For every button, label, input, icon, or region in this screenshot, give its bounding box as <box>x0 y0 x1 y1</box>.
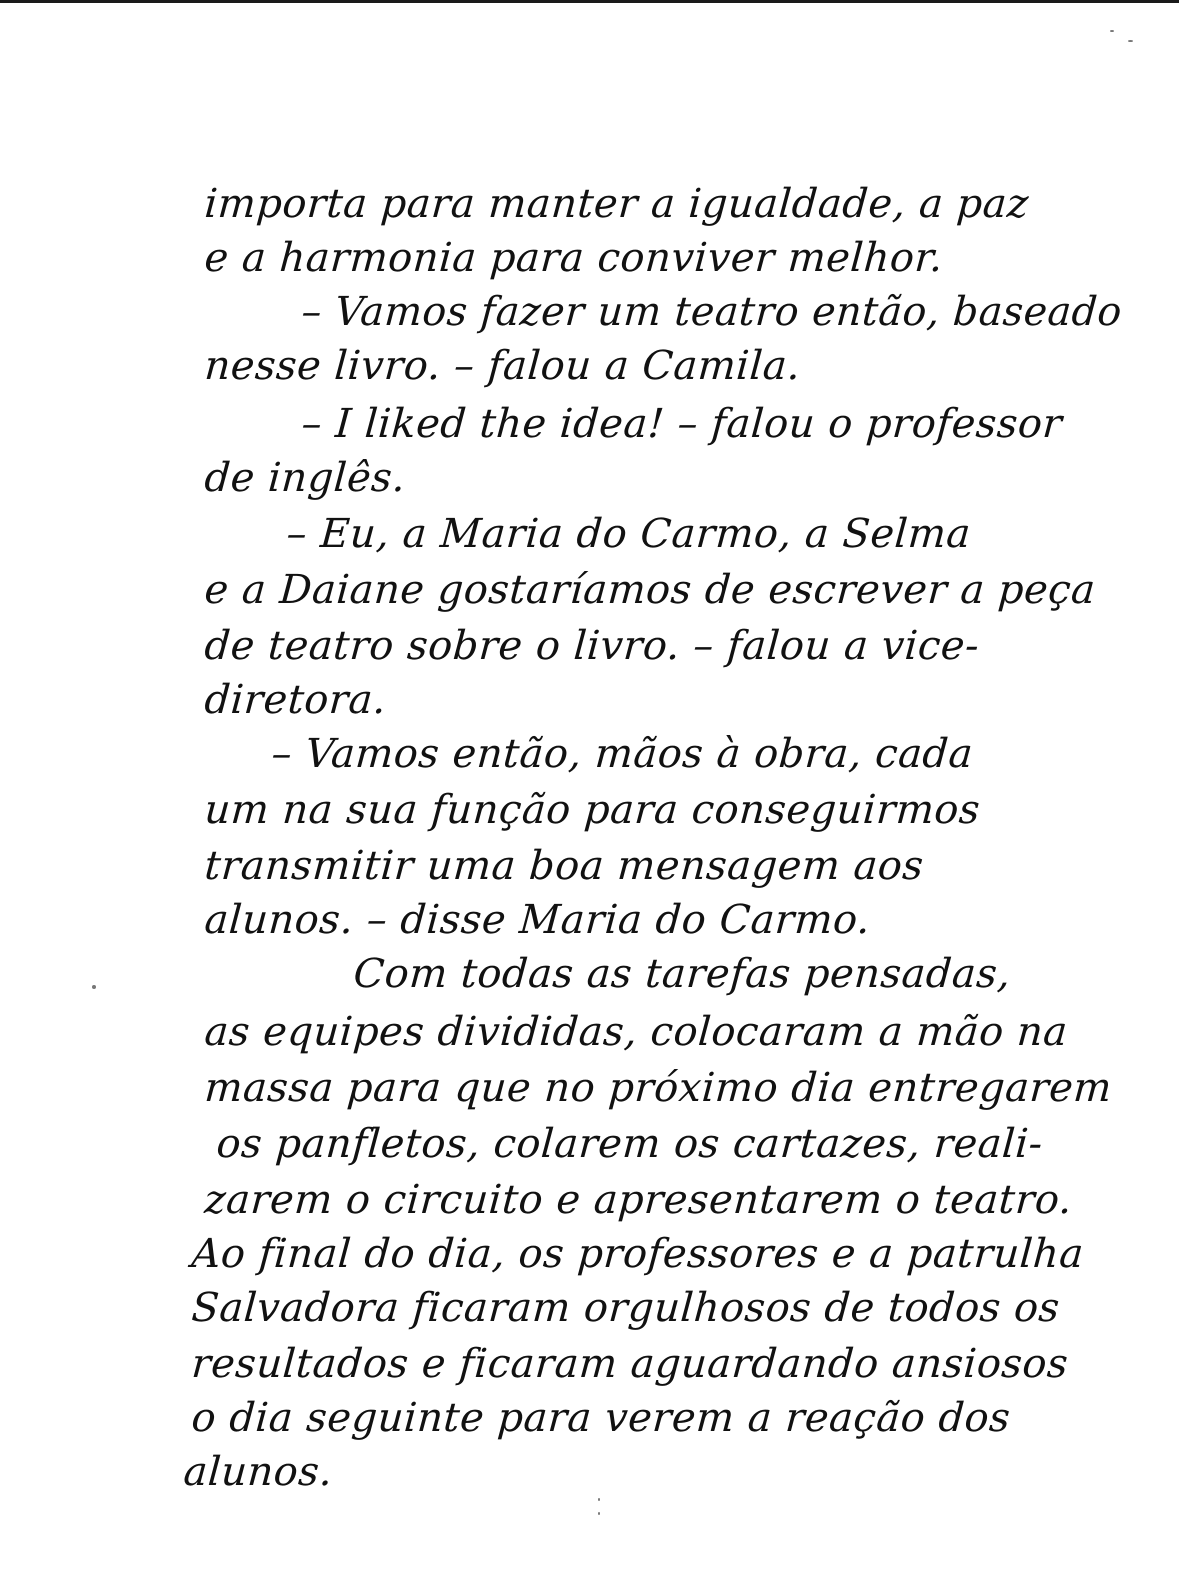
text-line: e a Daiane gostaríamos de escrever a peça <box>203 567 1098 613</box>
text-line: as equipes divididas, colocaram a mão na <box>203 1009 1070 1055</box>
text-line: nesse livro. – falou a Camila. <box>203 343 803 389</box>
text-line: o dia seguinte para verem a reação dos <box>190 1395 1012 1441</box>
text-line: e a harmonia para conviver melhor. <box>203 235 945 281</box>
text-line: alunos. <box>182 1449 335 1495</box>
text-line: de teatro sobre o livro. – falou a vice- <box>203 623 981 669</box>
text-line: Com todas as tarefas pensadas, <box>352 951 1013 997</box>
text-line: transmitir uma boa mensagem aos <box>203 843 926 889</box>
text-line: de inglês. <box>203 455 408 501</box>
text-line: – Eu, a Maria do Carmo, a Selma <box>285 511 973 557</box>
text-line: Salvadora ficaram orgulhosos de todos os <box>190 1285 1062 1331</box>
text-line: – Vamos então, mãos à obra, cada <box>270 731 975 777</box>
text-line: alunos. – disse Maria do Carmo. <box>203 897 872 943</box>
text-line: massa para que no próximo dia entregarem <box>203 1065 1114 1111</box>
text-line: – Vamos fazer um teatro então, baseado <box>300 289 1124 335</box>
text-line: importa para manter a igualdade, a paz <box>203 181 1031 227</box>
text-line: diretora. <box>203 677 388 723</box>
text-line: – I liked the idea! – falou o professor <box>300 401 1064 447</box>
text-line: os panfletos, colarem os cartazes, reali- <box>215 1121 1045 1167</box>
text-line: zarem o circuito e apresentarem o teatro. <box>203 1177 1074 1223</box>
text-line: resultados e ficaram aguardando ansiosos <box>190 1341 1070 1387</box>
text-line: um na sua função para conseguirmos <box>203 787 982 833</box>
text-line: Ao final do dia, os professores e a patrulha <box>190 1231 1086 1277</box>
